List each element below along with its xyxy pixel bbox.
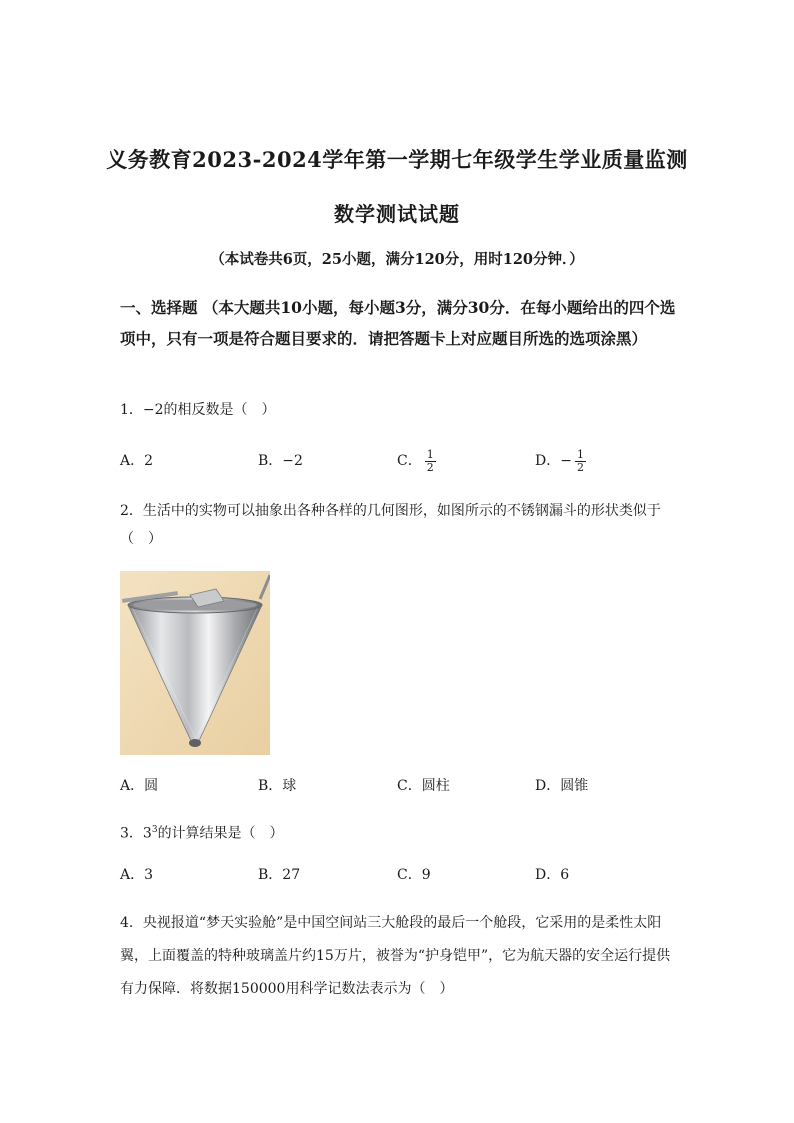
option-b: B．−2 (258, 453, 303, 469)
option-b: B．球 (258, 778, 297, 794)
question-3-stem (120, 816, 680, 848)
stainless-steel-funnel-photo-icon (120, 571, 270, 755)
question-2-stem: 2．生活中的实物可以抽象出各种各样的几何图形，如图所示的不锈钢漏斗的形状类似于（ ） (120, 503, 661, 547)
question-2-options (120, 771, 680, 801)
fraction (425, 449, 436, 474)
question-3-suffix: 的计算结果是（ ） (157, 825, 284, 842)
option-d-prefix: D．− (535, 453, 572, 469)
option-c: C．圆柱 (397, 778, 450, 794)
exam-title: 义务教育2023-2024学年第一学期七年级学生学业质量监测 (106, 147, 688, 172)
question-1-options (120, 446, 680, 476)
option-d: D．圆锥 (535, 778, 589, 794)
section-heading: 一、选择题 （本大题共10小题，每小题3分，满分30分．在每小题给出的四个选项中，只有一项是符合题目要求的．请把答题卡上对应题目所选的选项涂黑） (120, 298, 676, 348)
fraction-numerator: 1 (576, 447, 584, 461)
question-3-prefix: 3．3 (120, 825, 152, 842)
option-c (397, 446, 436, 476)
option-c-prefix: C． (397, 453, 422, 469)
option-a: A．3 (120, 867, 154, 883)
fraction-denominator: 2 (426, 460, 434, 474)
option-c: C．9 (397, 867, 431, 883)
question-3-options (120, 860, 680, 890)
exam-info: （本试卷共6页，25小题，满分120分，用时120分钟．） (210, 251, 584, 268)
question-1-stem: 1．−2的相反数是（ ） (120, 402, 276, 418)
fraction-numerator: 1 (426, 447, 434, 461)
exam-subtitle: 数学测试试题 (334, 202, 460, 226)
fraction-denominator: 2 (576, 460, 584, 474)
option-d (535, 446, 586, 476)
option-b: B．27 (258, 867, 301, 883)
option-d: D．6 (535, 867, 570, 883)
option-a: A．圆 (120, 778, 159, 794)
option-a: A．2 (120, 453, 154, 469)
exponent: 3 (151, 825, 158, 835)
question-4-stem: 4．央视报道“梦天实验舱”是中国空间站三大舱段的最后一个舱段，它采用的是柔性太阳翼，上面覆盖的特种玻璃盖片约15万片，被誉为“护身铠甲”，它为航天器的安全运行提供有力保障．将数据150000用科学记数法表示为（ ） (120, 915, 671, 997)
fraction (575, 449, 586, 474)
